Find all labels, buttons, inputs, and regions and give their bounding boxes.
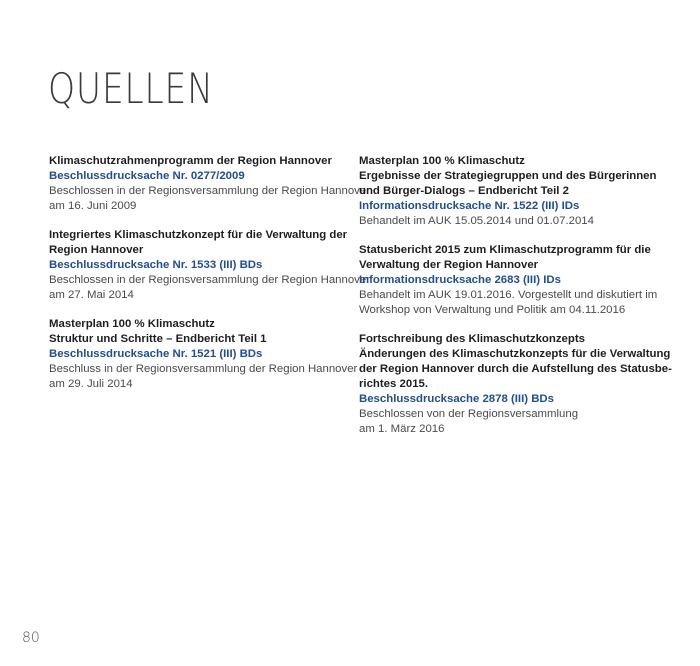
source-description-line: Workshop von Verwaltung und Politik am 04.11.2016 — [359, 304, 626, 316]
source-title-line: Ergebnisse der Strategiegruppen und des Bürgerinnen — [359, 170, 657, 182]
source-entry — [359, 243, 658, 318]
source-reference: Beschlussdrucksache Nr. 1521 (III) BDs — [49, 348, 263, 360]
source-description-line: Beschluss in der Regionsversammlung der Region Hannover — [49, 363, 358, 375]
source-title-line: Fortschreibung des Klimaschutzkonzepts — [359, 333, 585, 345]
source-entry — [49, 154, 371, 214]
source-title-line: richtes 2015. — [359, 378, 429, 390]
source-title-line: Klimaschutzrahmenprogramm der Region Hannover — [49, 155, 332, 167]
source-reference: Beschlussdrucksache Nr. 1533 (III) BDs — [49, 259, 263, 271]
source-description-line: Beschlossen von der Regionsversammlung — [359, 408, 579, 420]
source-title-line: der Region Hannover durch die Aufstellung des Statusbe- — [359, 363, 672, 375]
source-title-line: Struktur und Schritte – Endbericht Teil 1 — [49, 333, 267, 345]
source-description-line: am 1. März 2016 — [359, 423, 445, 435]
source-reference: Beschlussdrucksache 2878 (III) BDs — [359, 393, 554, 405]
source-title-line: und Bürger-Dialogs – Endbericht Teil 2 — [359, 185, 569, 197]
source-description-line: Beschlossen in der Regionsversammlung der Region Hannover — [49, 274, 371, 286]
source-description-line: am 16. Juni 2009 — [49, 200, 137, 212]
source-title-line: Änderungen des Klimaschutzkonzepts für die Verwaltung — [359, 348, 671, 360]
source-description-line: Behandelt im AUK 15.05.2014 und 01.07.2014 — [359, 215, 594, 227]
source-title-line: Integriertes Klimaschutzkonzept für die Verwaltung der — [49, 229, 348, 241]
sources-right-column — [359, 154, 672, 451]
source-reference: Informationsdrucksache 2683 (III) IDs — [359, 274, 561, 286]
source-title-line: Masterplan 100 % Klimaschutz — [49, 318, 215, 330]
page-number: 80 — [22, 630, 40, 646]
source-entry — [359, 154, 657, 229]
source-description-line: Beschlossen in der Regionsversammlung der Region Hannover — [49, 185, 371, 197]
source-title-line: Verwaltung der Region Hannover — [359, 259, 539, 271]
source-entry — [49, 228, 371, 303]
source-entry — [359, 332, 672, 437]
source-description-line: am 29. Juli 2014 — [49, 378, 133, 390]
source-title-line: Masterplan 100 % Klimaschutz — [359, 155, 525, 167]
source-reference: Beschlussdrucksache Nr. 0277/2009 — [49, 170, 245, 182]
source-entry — [49, 317, 358, 392]
page-title: QUELLEN — [48, 64, 214, 113]
source-reference: Informationsdrucksache Nr. 1522 (III) IDs — [359, 200, 580, 212]
source-description-line: Behandelt im AUK 19.01.2016. Vorgestellt und diskutiert im — [359, 289, 658, 301]
sources-left-column — [49, 154, 371, 406]
source-title-line: Statusbericht 2015 zum Klimaschutzprogramm für die — [359, 244, 651, 256]
source-description-line: am 27. Mai 2014 — [49, 289, 134, 301]
source-title-line: Region Hannover — [49, 244, 144, 256]
